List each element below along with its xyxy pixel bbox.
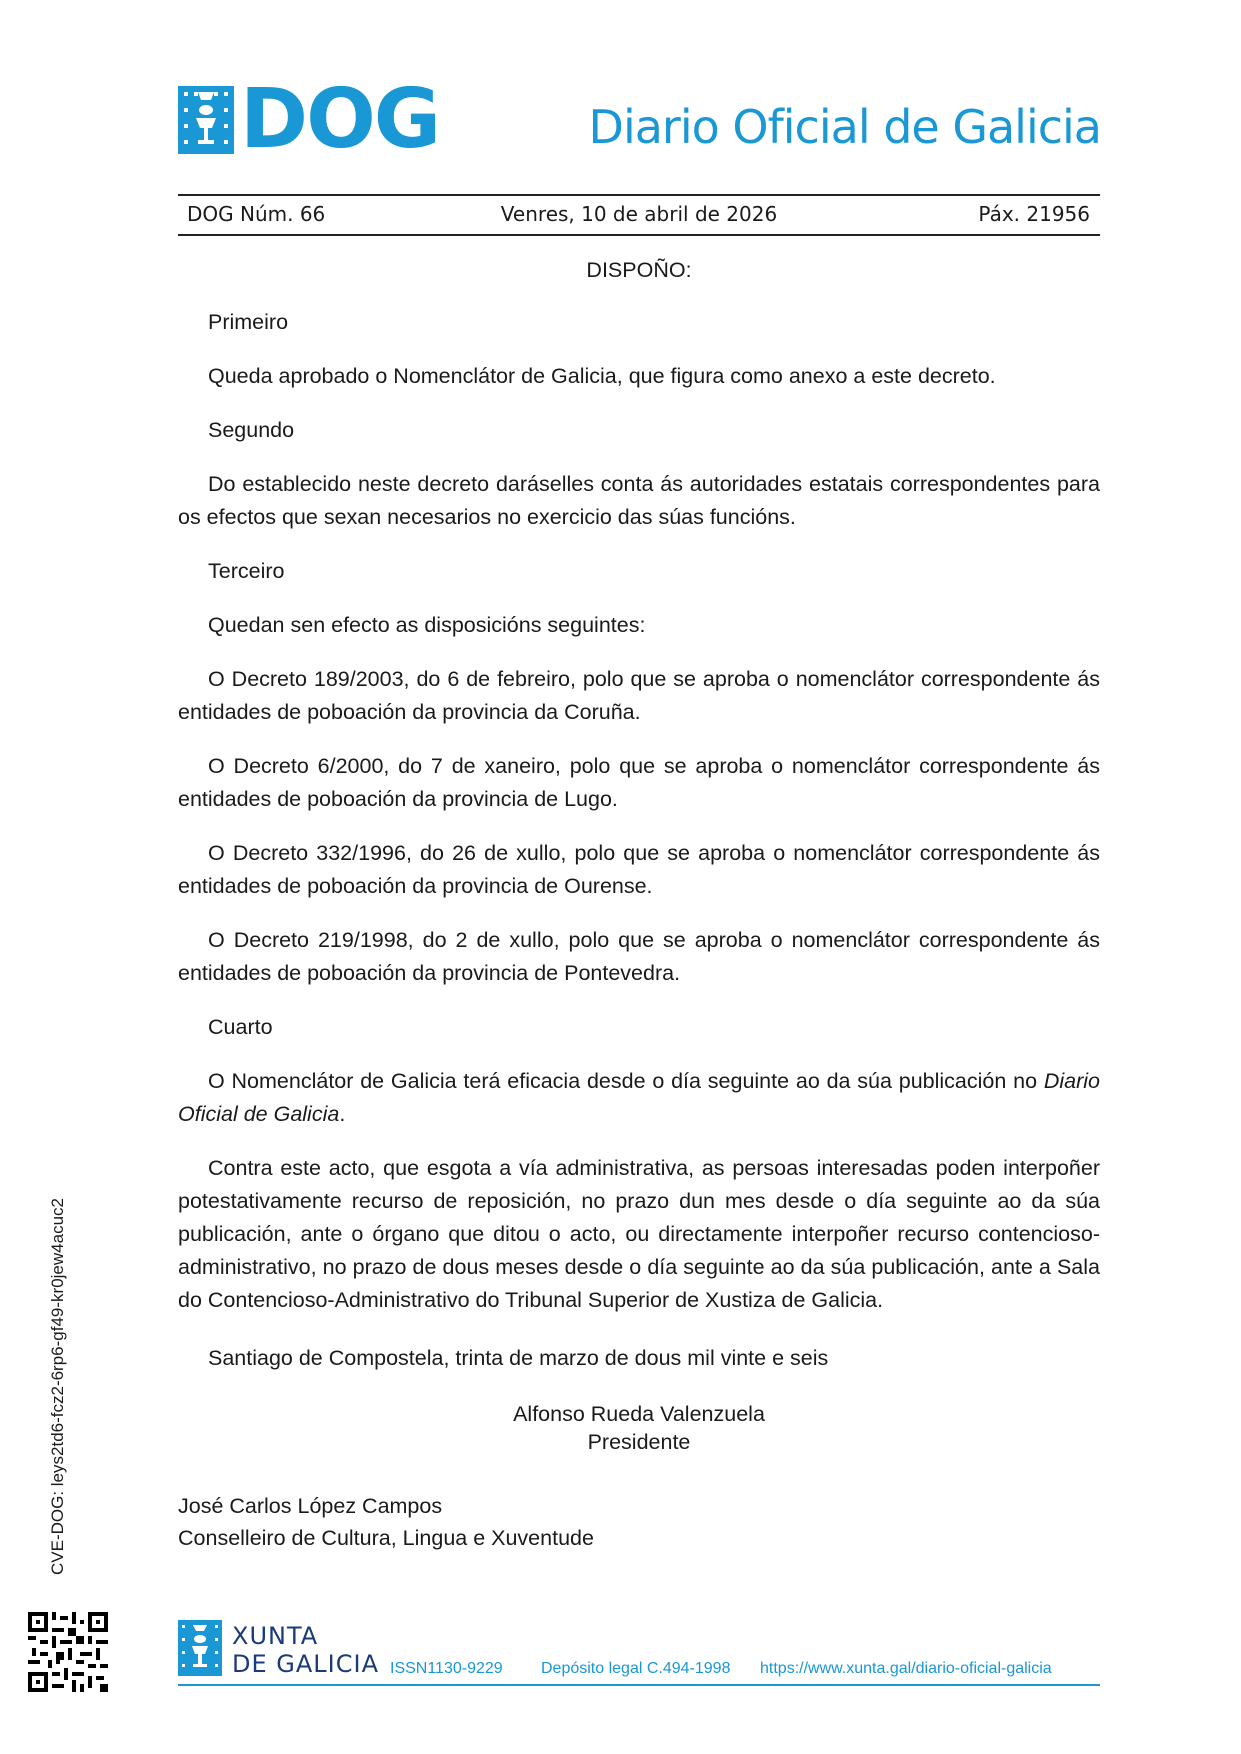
xunta-line-1: XUNTA — [232, 1622, 319, 1650]
qr-code-icon — [28, 1612, 108, 1692]
signer-role: Presidente — [587, 1430, 691, 1454]
dog-logo-text: DOG — [240, 72, 440, 167]
article-text-terceiro: Quedan sen efecto as disposicións seguintes: — [208, 613, 646, 637]
legal-deposit-text: Depósito legal C.494-1998 — [541, 1660, 731, 1677]
article-text-segundo: Do establecido neste decreto daráselles conta ás autoridades estatais correspondentes para os efectos que sexan necesarios no exercicio das súas funcións. — [178, 472, 1100, 529]
issue-meta-bar — [178, 194, 1100, 236]
place-date: Santiago de Compostela, trinta de marzo de dous mil vinte e seis — [208, 1346, 829, 1370]
galicia-crest-icon — [178, 1620, 222, 1676]
article-text-cuarto — [178, 1065, 1100, 1131]
cve-code: CVE-DOG: leys2td6-fcz2-6rp6-gf49-kr0jew4acuc2 — [48, 1198, 67, 1575]
section-heading: DISPOÑO: — [586, 258, 692, 282]
issue-number: DOG Núm. 66 — [187, 202, 326, 226]
xunta-logo-text — [232, 1622, 379, 1678]
cuarto-text-end: . — [339, 1102, 346, 1126]
repealed-decree-ourense: O Decreto 332/1996, do 26 de xullo, polo que se aproba o nomenclátor correspondente ás entidades de poboación da provincia de Ourense. — [178, 841, 1100, 898]
masthead-title: Diario Oficial de Galicia — [588, 100, 1101, 154]
galicia-crest-icon — [178, 86, 234, 154]
gazette-name-italic: Diario Oficial de Galicia — [178, 1069, 1100, 1126]
repealed-decree-lugo: O Decreto 6/2000, do 7 de xaneiro, polo que se aproba o nomenclátor correspondente ás entidades de poboación da provincia de Lugo. — [178, 754, 1100, 811]
cosigner-role: Conselleiro de Cultura, Lingua e Xuventude — [178, 1526, 594, 1550]
page-number: Páx. 21956 — [978, 202, 1090, 226]
page-footer — [178, 1620, 1100, 1686]
gazette-url-link[interactable]: https://www.xunta.gal/diario-oficial-galicia — [760, 1660, 1052, 1677]
article-title-primeiro: Primeiro — [208, 310, 289, 334]
signer-name: Alfonso Rueda Valenzuela — [513, 1402, 765, 1426]
dog-logo — [178, 72, 440, 167]
article-title-segundo: Segundo — [208, 418, 295, 442]
issue-date: Venres, 10 de abril de 2026 — [500, 202, 778, 226]
article-title-terceiro: Terceiro — [208, 559, 285, 583]
article-text-primeiro: Queda aprobado o Nomenclátor de Galicia, que figura como anexo a este decreto. — [208, 364, 996, 388]
issn-text: ISSN1130-9229 — [390, 1660, 503, 1677]
article-title-cuarto: Cuarto — [208, 1015, 273, 1039]
cosigner-name: José Carlos López Campos — [178, 1494, 443, 1518]
cuarto-text-start: O Nomenclátor de Galicia terá eficacia desde o día seguinte ao da súa publicación no — [208, 1069, 1044, 1093]
repealed-decree-pontevedra: O Decreto 219/1998, do 2 de xullo, polo que se aproba o nomenclátor correspondente ás entidades de poboación da provincia de Pontevedra. — [178, 928, 1100, 985]
appeal-notice: Contra este acto, que esgota a vía administrativa, as persoas interesadas poden interpoñer potestativamente recurso de reposición, no prazo dun mes desde o día seguinte ao da súa publicación, ante o órgano que ditou o acto, ou directamente interpoñer recurso contencioso-administrativo, no prazo de dous meses desde o día seguinte ao da súa publicación, ante a Sala do Contencioso-Administrativo do Tribunal Superior de Xustiza de Galicia. — [178, 1156, 1100, 1312]
repealed-decree-coruna: O Decreto 189/2003, do 6 de febreiro, polo que se aproba o nomenclátor correspondente ás entidades de poboación da provincia da Coruña. — [178, 667, 1100, 724]
xunta-line-2: DE GALICIA — [232, 1650, 379, 1678]
